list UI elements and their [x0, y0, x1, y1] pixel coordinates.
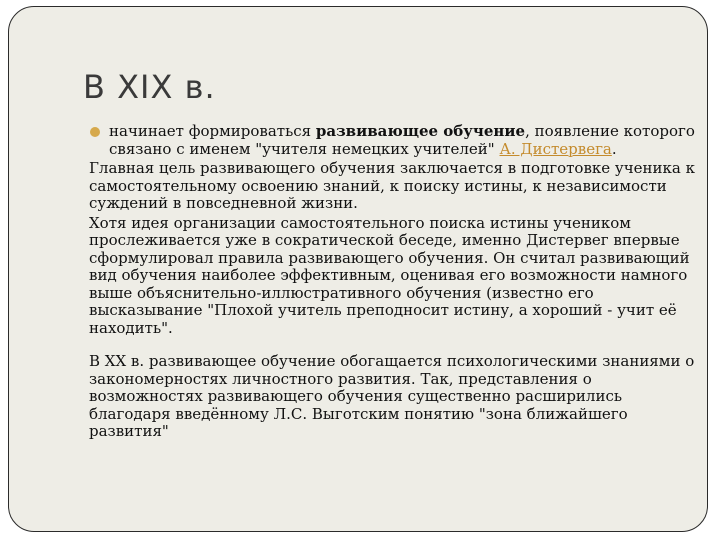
- bullet-text-end: .: [611, 139, 617, 158]
- paragraph-xx-century: В XX в. развивающее обучение обогащается психологическими знаниями о закономерностях личностного развития. Так, представления о возможностях развивающего обучения существенно расширились благодаря введённому Л.С. Выготским понятию "зона ближайшего развития": [89, 352, 695, 440]
- slide: [8, 6, 708, 532]
- bullet-text-middle: , появление которого связано с именем "учителя немецких учителей": [109, 122, 695, 158]
- bullet-text-start: начинает формироваться: [109, 122, 316, 140]
- paragraph-goal: Главная цель развивающего обучения заключается в подготовке ученика к самостоятельному освоению знаний, к поиску истины, к независимости суждений в повседневной жизни.: [89, 159, 695, 212]
- slide-title: В XIX в.: [83, 68, 216, 106]
- diesterweg-link[interactable]: А. Дистервега: [499, 139, 612, 158]
- slide-content: [89, 123, 697, 443]
- bullet-bold-term: развивающее обучение: [315, 122, 526, 140]
- paragraph-socratic: Хотя идея организации самостоятельного поиска истины учеником прослеживается уже в сократической беседе, именно Дистервег впервые сформулировал правила развивающего обучения. Он считал развивающий вид обучения наиболее эффективным, оценивая его возможности намного выше объяснительно-иллюстративного обучения (известно его высказывание "Плохой учитель преподносит истину, а хороший - учит её находить".: [89, 213, 690, 337]
- bullet-item: [89, 123, 697, 158]
- bullet-dot-icon: [90, 127, 100, 137]
